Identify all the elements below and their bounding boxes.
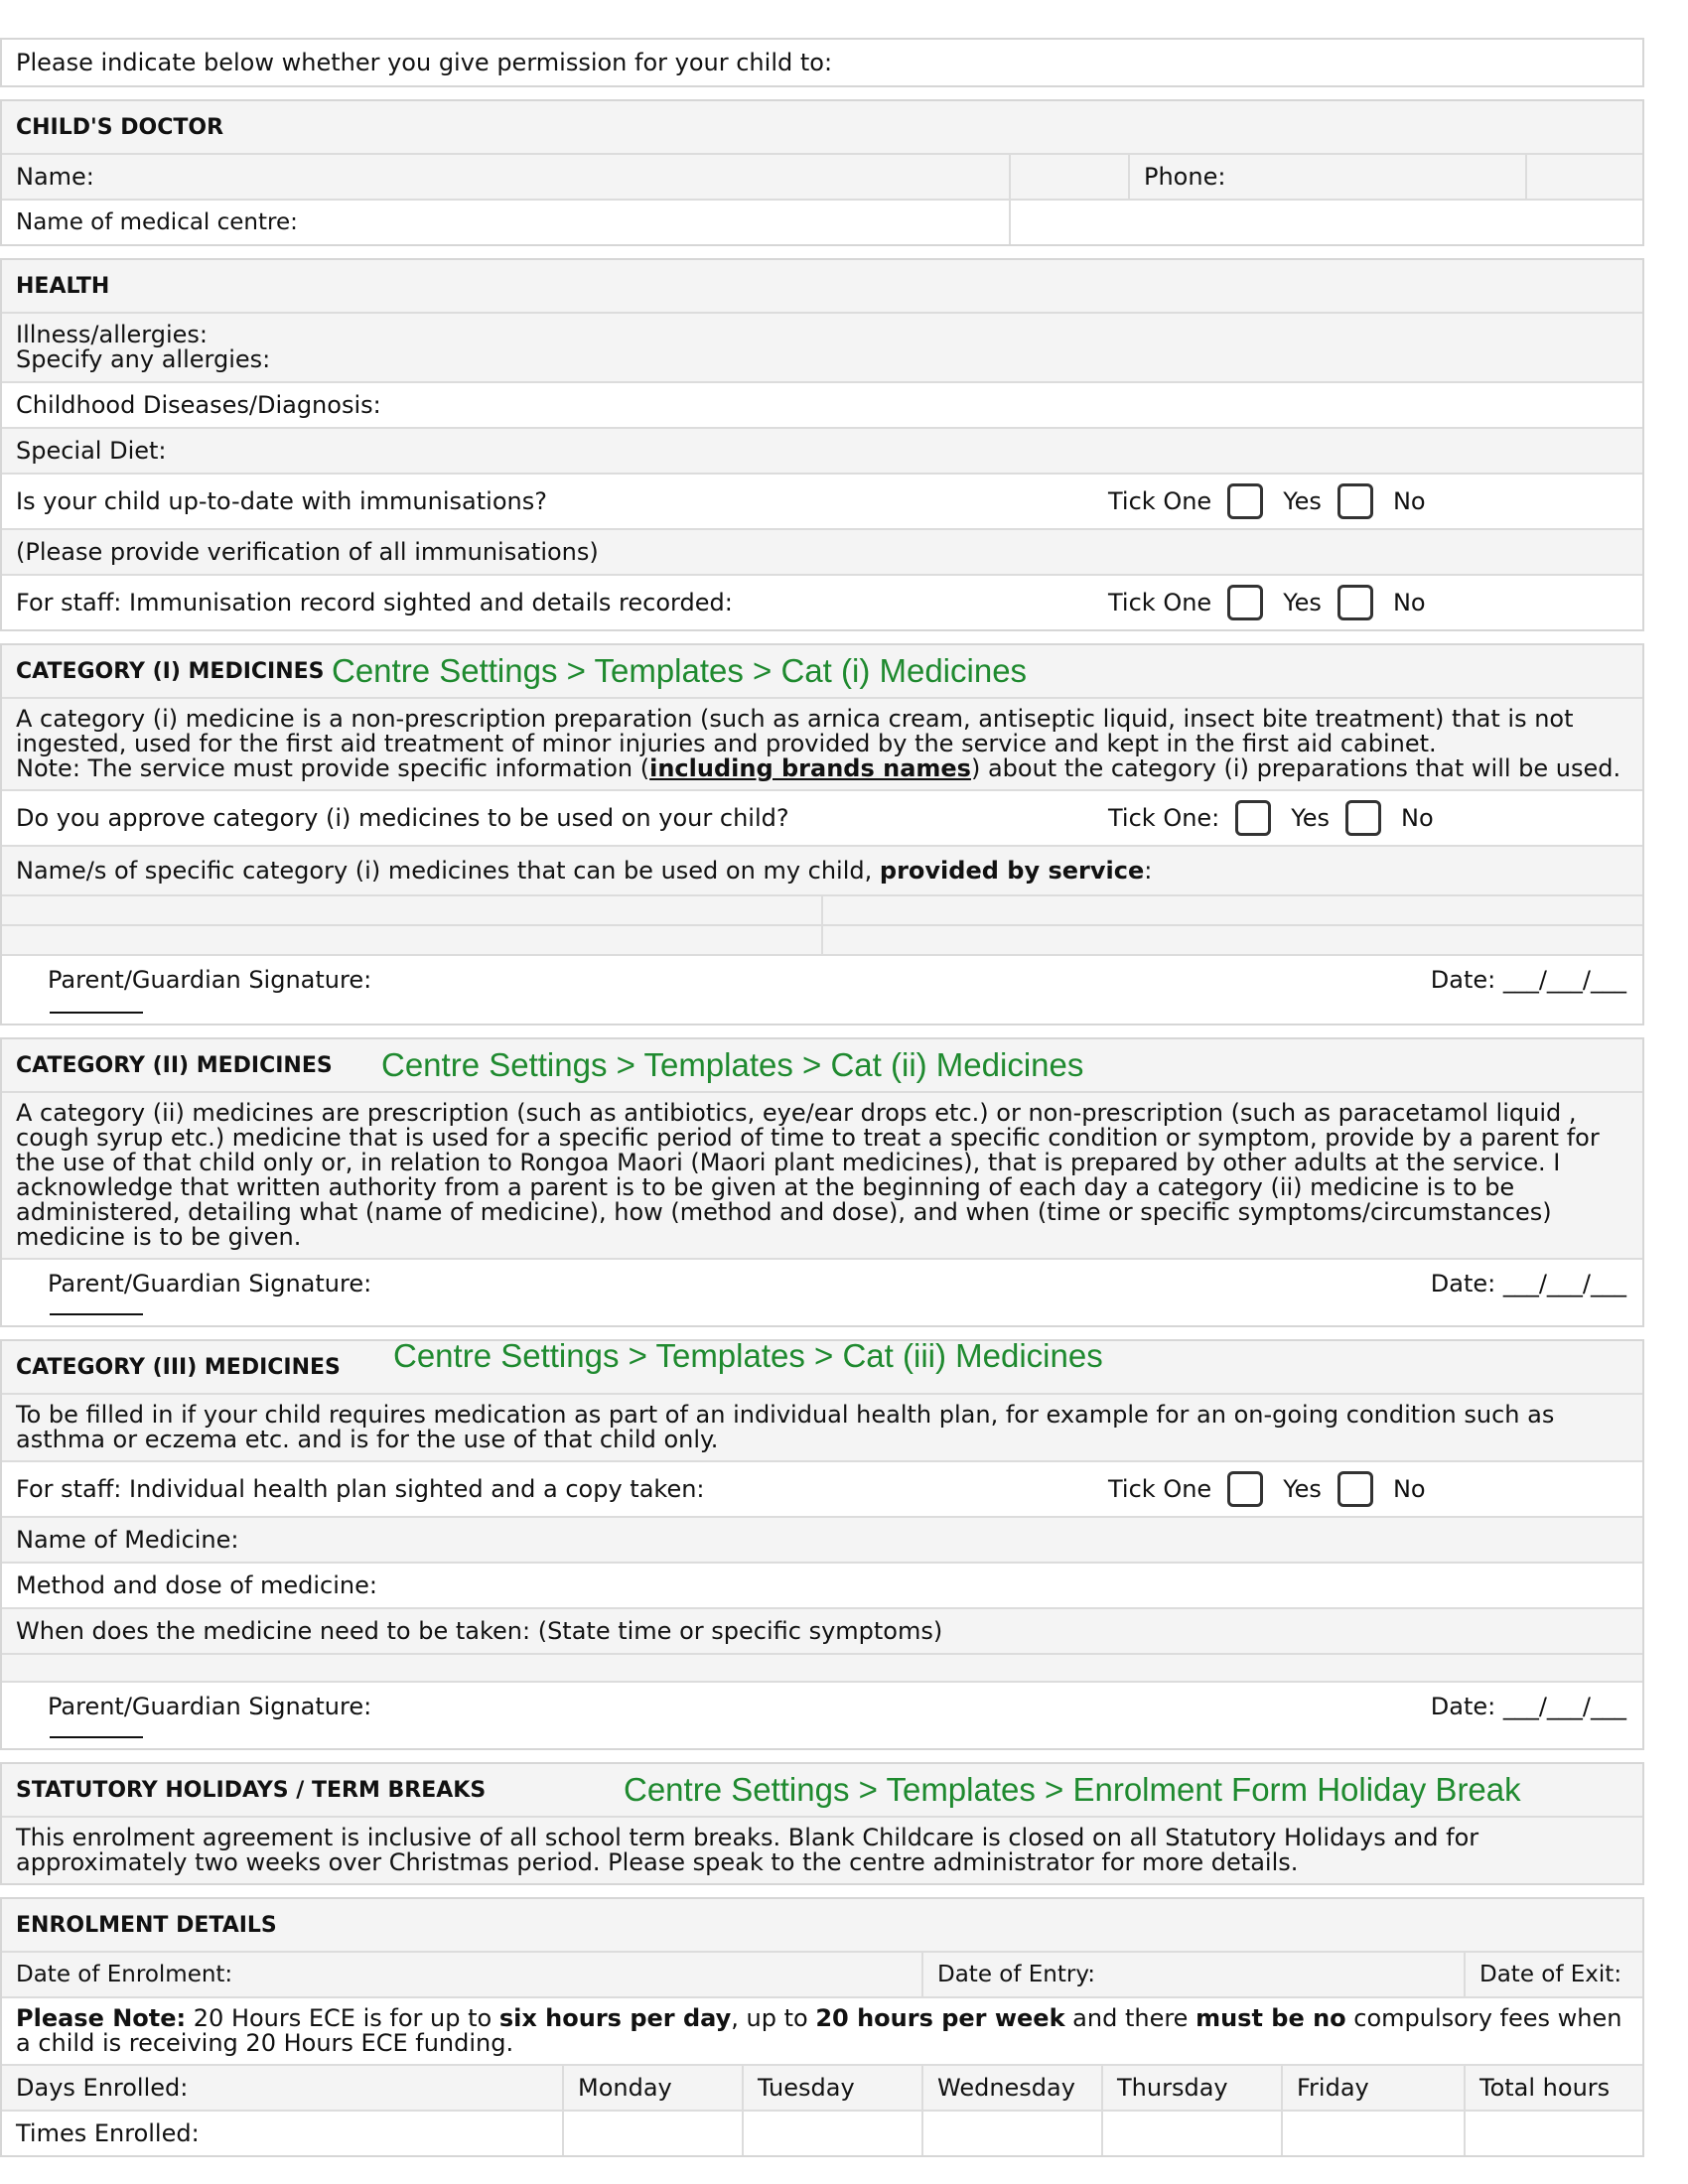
time-field[interactable] — [921, 2112, 1101, 2155]
yes-label: Yes — [1283, 589, 1322, 616]
date-field[interactable]: Date: ___/___/___ — [1430, 966, 1626, 994]
category-ii-section — [0, 1037, 1644, 1327]
medicine-names-label — [2, 845, 1642, 894]
signature-label: Parent/Guardian Signature: — [48, 966, 372, 994]
holidays-description: This enrolment agreement is inclusive of all school term breaks. Blank Childcare is closed on all Statutory Holidays and for approximately two weeks over Christmas period. Please speak to the centre administrator for more details. — [2, 1816, 1642, 1883]
names-text: : — [1144, 857, 1153, 885]
note-emphasis: including brands names — [649, 754, 971, 782]
section-title: STATUTORY HOLIDAYS / TERM BREAKS — [16, 1777, 487, 1803]
tick-label: Tick One — [1108, 589, 1212, 616]
health-section — [0, 258, 1644, 631]
plan-tick-group — [1108, 1471, 1426, 1507]
cat1-note — [16, 756, 1628, 781]
times-row — [2, 2110, 1642, 2155]
cat3-header — [2, 1337, 1642, 1393]
note-text: 20 Hours ECE is for up to — [186, 2004, 499, 2032]
day-header: Wednesday — [921, 2066, 1101, 2110]
note-text: and there — [1064, 2004, 1196, 2032]
note-emphasis: six hours per day — [498, 2004, 732, 2032]
verify-note: (Please provide verification of all immunisations) — [2, 528, 1642, 574]
yes-label: Yes — [1291, 804, 1331, 832]
note-text: , up to — [731, 2004, 816, 2032]
approve-tick-group — [1108, 800, 1434, 836]
dates-row — [2, 1951, 1642, 1996]
names-text: Name/s of specific category (i) medicines that can be used on my child, — [16, 857, 873, 885]
time-field[interactable] — [1101, 2112, 1281, 2155]
names-emphasis: provided by service — [879, 857, 1145, 885]
staff-plan-label: For staff: Individual health plan sighted and a copy taken: — [16, 1475, 705, 1503]
section-title: HEALTH — [2, 260, 1642, 312]
note-text: Note: The service must provide specific information ( — [16, 754, 650, 782]
template-path: Centre Settings > Templates > Cat (iii) Medicines — [393, 1337, 1103, 1374]
cat2-description: A category (ii) medicines are prescription (such as antibiotics, eye/ear drops etc.) or non-prescription (such as paracetamol liquid , cough syrup etc.) medicine that is used for a specific period of time to treat a specific condition or symptom, provide by a parent for the use of that child only or, in relation to Rongoa Maori (Maori plant medicines), that is prepared by other adults at the service. I acknowledge that written authority from a parent is to be given at the beginning of each day a category (ii) medicine is to be administered, detailing what (name of medicine), how (method and dose), and when (time or specific symptoms/circumstances) medicine is to be given. — [2, 1091, 1642, 1258]
time-field[interactable] — [742, 2112, 921, 2155]
category-iii-section — [0, 1339, 1644, 1750]
time-field[interactable] — [562, 2112, 742, 2155]
immunise-tick-group — [1108, 483, 1426, 519]
when-label: When does the medicine need to be taken: (State time or specific symptoms) — [2, 1607, 1642, 1653]
medical-centre-field[interactable] — [1009, 201, 1642, 244]
no-label: No — [1401, 804, 1434, 832]
total-hours-header: Total hours — [1464, 2066, 1642, 2110]
no-checkbox[interactable] — [1337, 483, 1373, 519]
signature-line[interactable] — [50, 1736, 143, 1738]
when-field[interactable] — [2, 1653, 1642, 1681]
holidays-section — [0, 1762, 1644, 1885]
signature-row — [2, 1258, 1642, 1325]
section-title: CATEGORY (II) MEDICINES — [16, 1052, 333, 1078]
medicine-name-label: Name of Medicine: — [2, 1516, 1642, 1562]
allergies-label: Specify any allergies: — [16, 345, 271, 373]
enrolment-section — [0, 1897, 1644, 2157]
yes-checkbox[interactable] — [1227, 483, 1263, 519]
yes-checkbox[interactable] — [1227, 585, 1263, 620]
diet-label: Special Diet: — [2, 427, 1642, 473]
cat2-header — [2, 1039, 1642, 1091]
template-path: Centre Settings > Templates > Cat (i) Medicines — [332, 652, 1028, 689]
medical-centre-row — [2, 199, 1642, 244]
phone-field[interactable] — [1525, 155, 1642, 199]
medicine-names-input-row — [2, 894, 1642, 924]
medicine-name-field[interactable] — [821, 926, 1642, 954]
signature-line[interactable] — [50, 1313, 143, 1315]
staff-tick-group — [1108, 585, 1426, 620]
total-hours-field[interactable] — [1464, 2112, 1642, 2155]
staff-plan-row — [2, 1460, 1642, 1516]
section-title: CHILD'S DOCTOR — [2, 101, 1642, 153]
approve-row — [2, 789, 1642, 845]
section-title: CATEGORY (III) MEDICINES — [16, 1354, 341, 1380]
medicine-names-input-row — [2, 924, 1642, 954]
doctor-name-field[interactable] — [1009, 155, 1128, 199]
days-label: Days Enrolled: — [16, 2074, 189, 2102]
note-emphasis: Please Note: — [16, 2004, 187, 2032]
cat1-header — [2, 645, 1642, 697]
note-emphasis: must be no — [1196, 2004, 1346, 2032]
no-checkbox[interactable] — [1337, 1471, 1373, 1507]
medical-centre-label: Name of medical centre: — [16, 209, 298, 235]
signature-label: Parent/Guardian Signature: — [48, 1693, 372, 1720]
note-text: ) about the category (i) preparations that will be used. — [970, 754, 1621, 782]
date-field[interactable]: Date: ___/___/___ — [1430, 1693, 1626, 1720]
tick-label: Tick One — [1108, 487, 1212, 515]
yes-label: Yes — [1283, 1475, 1322, 1503]
signature-line[interactable] — [50, 1012, 143, 1014]
no-checkbox[interactable] — [1337, 585, 1373, 620]
signature-row — [2, 954, 1642, 1024]
immunise-row — [2, 473, 1642, 528]
cat3-description: To be filled in if your child requires medication as part of an individual health plan, for example for an on-going condition such as asthma or eczema etc. and is for the use of that child only. — [2, 1393, 1642, 1460]
exit-date-label[interactable]: Date of Exit: — [1464, 1953, 1642, 1996]
enrolment-date-label[interactable]: Date of Enrolment: — [16, 1962, 233, 1987]
day-header: Friday — [1281, 2066, 1464, 2110]
ece-note — [2, 1996, 1642, 2064]
tick-label: Tick One — [1108, 1475, 1212, 1503]
template-path: Centre Settings > Templates > Enrolment Form Holiday Break — [624, 1771, 1521, 1808]
entry-date-label[interactable]: Date of Entry: — [921, 1953, 1464, 1996]
day-header: Tuesday — [742, 2066, 921, 2110]
approve-label: Do you approve category (i) medicines to be used on your child? — [16, 804, 789, 832]
medicine-name-field[interactable] — [821, 896, 1642, 924]
yes-checkbox[interactable] — [1227, 1471, 1263, 1507]
staff-immunise-row — [2, 574, 1642, 629]
intro-section — [0, 38, 1644, 87]
childs-doctor-section — [0, 99, 1644, 246]
no-label: No — [1392, 589, 1426, 616]
illness-label: Illness/allergies: — [16, 321, 208, 348]
no-checkbox[interactable] — [1345, 800, 1381, 836]
staff-immunise-label: For staff: Immunisation record sighted and details recorded: — [16, 589, 733, 616]
no-label: No — [1392, 487, 1426, 515]
note-text: compulsory fees when a child is receiving 20 Hours ECE funding. — [16, 2004, 1622, 2057]
medicine-name-field[interactable] — [2, 926, 821, 954]
no-label: No — [1392, 1475, 1426, 1503]
illness-row — [2, 312, 1642, 381]
doctor-name-row — [2, 153, 1642, 199]
time-field[interactable] — [1281, 2112, 1464, 2155]
phone-label: Phone: — [1128, 155, 1525, 199]
cat1-desc-text: A category (i) medicine is a non-prescription preparation (such as arnica cream, antiseptic liquid, insect bite treatment) that is not ingested, used for the first aid treatment of minor injuries and provided by the service and kept in the first aid cabinet. — [16, 705, 1574, 757]
immunise-label: Is your child up-to-date with immunisations? — [16, 487, 547, 515]
section-title: ENROLMENT DETAILS — [2, 1899, 1642, 1951]
category-i-section — [0, 643, 1644, 1025]
signature-row — [2, 1681, 1642, 1748]
signature-label: Parent/Guardian Signature: — [48, 1270, 372, 1297]
days-row — [2, 2064, 1642, 2110]
day-header: Monday — [562, 2066, 742, 2110]
times-label: Times Enrolled: — [16, 2119, 200, 2147]
section-title: CATEGORY (I) MEDICINES — [16, 658, 325, 684]
holidays-header — [2, 1764, 1642, 1816]
tick-label: Tick One: — [1108, 804, 1220, 832]
diseases-label: Childhood Diseases/Diagnosis: — [2, 381, 1642, 427]
note-emphasis: 20 hours per week — [815, 2004, 1065, 2032]
intro-text: Please indicate below whether you give permission for your child to: — [16, 49, 833, 76]
doctor-name-label: Name: — [16, 163, 94, 191]
day-header: Thursday — [1101, 2066, 1281, 2110]
template-path: Centre Settings > Templates > Cat (ii) Medicines — [381, 1046, 1084, 1083]
date-field[interactable]: Date: ___/___/___ — [1430, 1270, 1626, 1297]
yes-checkbox[interactable] — [1235, 800, 1271, 836]
yes-label: Yes — [1283, 487, 1322, 515]
cat1-description — [2, 697, 1642, 789]
medicine-name-field[interactable] — [2, 896, 821, 924]
method-label: Method and dose of medicine: — [2, 1562, 1642, 1607]
